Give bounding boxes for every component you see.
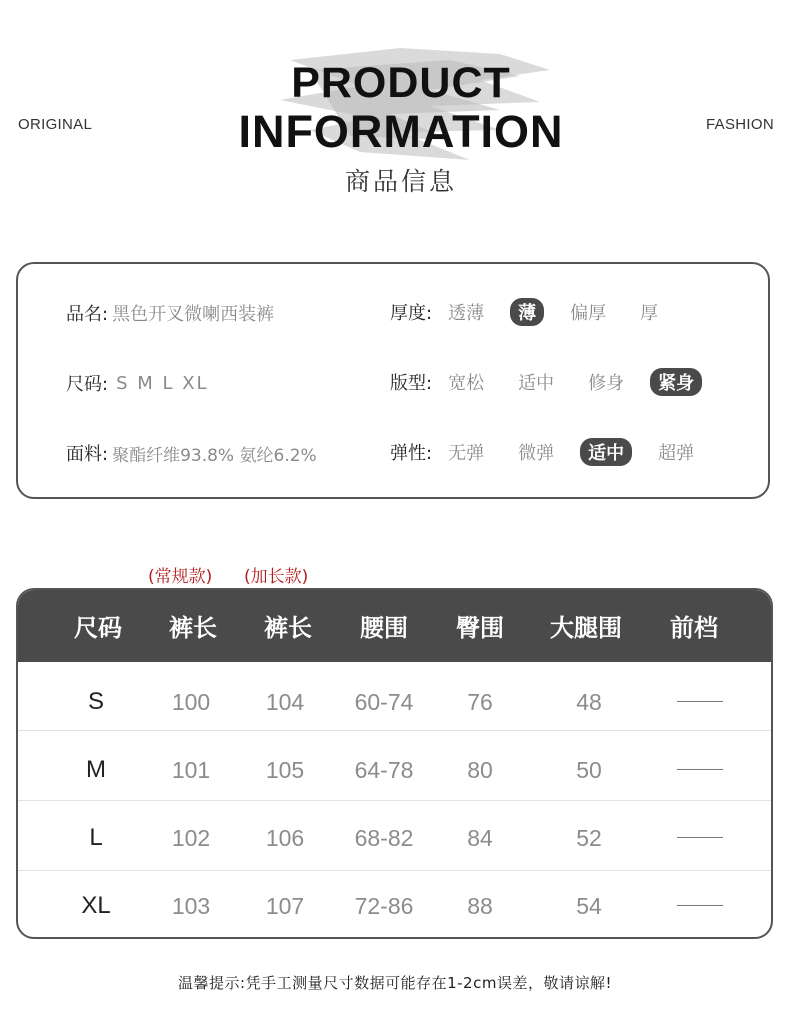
elasticity-option: 无弹 bbox=[448, 443, 485, 464]
size-cell: M bbox=[86, 756, 106, 783]
elasticity-option-selected: 适中 bbox=[580, 438, 632, 466]
waist-cell: 64-78 bbox=[354, 757, 414, 783]
size-cell: XL bbox=[81, 892, 111, 919]
length-regular-cell: 101 bbox=[171, 757, 211, 783]
product-name-row bbox=[66, 300, 274, 326]
size-value: S M L XL bbox=[116, 372, 209, 394]
hip-cell: 80 bbox=[467, 757, 493, 783]
fit-option: 修身 bbox=[588, 373, 625, 394]
header-hip: 臀围 bbox=[456, 614, 504, 642]
header-length-regular: 裤长 bbox=[169, 614, 217, 642]
thigh-cell: 52 bbox=[576, 825, 602, 851]
header-rise: 前档 bbox=[670, 614, 718, 642]
table-row bbox=[18, 804, 771, 872]
table-row bbox=[18, 668, 771, 736]
measurement-note: 温馨提示:凭手工测量尺寸数据可能存在1-2cm误差，敬请谅解! bbox=[178, 974, 612, 992]
size-cell: S bbox=[87, 688, 104, 715]
thickness-option: 偏厚 bbox=[570, 303, 607, 324]
rise-dash bbox=[677, 701, 723, 702]
waist-cell: 72-86 bbox=[354, 893, 414, 919]
thigh-cell: 50 bbox=[576, 757, 602, 783]
fit-row bbox=[390, 368, 720, 396]
elasticity-option: 微弹 bbox=[518, 443, 555, 464]
hip-cell: 84 bbox=[467, 825, 493, 851]
waist-cell: 60-74 bbox=[354, 689, 414, 715]
hip-cell: 88 bbox=[467, 893, 493, 919]
fit-option: 适中 bbox=[518, 373, 555, 394]
thickness-row bbox=[390, 298, 684, 326]
row-divider bbox=[18, 800, 771, 801]
page-subtitle: 商品信息 bbox=[344, 167, 457, 196]
size-label: 尺码: bbox=[66, 374, 109, 395]
elasticity-row bbox=[390, 438, 720, 466]
size-row bbox=[66, 370, 209, 396]
length-regular-cell: 100 bbox=[171, 689, 211, 715]
rise-dash bbox=[677, 905, 723, 906]
length-long-cell: 106 bbox=[265, 825, 305, 851]
header-size: 尺码 bbox=[74, 614, 122, 642]
length-regular-cell: 103 bbox=[171, 893, 211, 919]
length-regular-cell: 102 bbox=[171, 825, 211, 851]
elasticity-label: 弹性: bbox=[390, 443, 433, 464]
size-table bbox=[16, 588, 773, 939]
header-thigh: 大腿围 bbox=[550, 614, 622, 642]
size-table-header bbox=[18, 590, 771, 662]
length-long-cell: 107 bbox=[265, 893, 305, 919]
thickness-option: 透薄 bbox=[448, 303, 485, 324]
rise-dash bbox=[677, 769, 723, 770]
fabric-value: 聚酯纤维93.8% 氨纶6.2% bbox=[112, 445, 317, 466]
variant-regular-label: (常规款) bbox=[148, 567, 213, 587]
row-divider bbox=[18, 870, 771, 871]
product-name-label: 品名: bbox=[66, 304, 109, 325]
table-row bbox=[18, 872, 771, 939]
thickness-label: 厚度: bbox=[390, 303, 433, 324]
length-long-cell: 105 bbox=[265, 757, 305, 783]
fit-option: 宽松 bbox=[448, 373, 485, 394]
original-tag: ORIGINAL bbox=[18, 116, 93, 133]
table-row bbox=[18, 736, 771, 804]
fit-option-selected: 紧身 bbox=[650, 368, 702, 396]
variant-long-label: (加长款) bbox=[244, 567, 309, 587]
hip-cell: 76 bbox=[467, 689, 493, 715]
fashion-tag: FASHION bbox=[706, 116, 774, 133]
title-product: PRODUCT bbox=[291, 59, 511, 107]
header-length-long: 裤长 bbox=[264, 614, 312, 642]
rise-dash bbox=[677, 837, 723, 838]
fit-label: 版型: bbox=[390, 373, 433, 394]
title-information: INFORMATION bbox=[238, 106, 564, 157]
thigh-cell: 48 bbox=[576, 689, 602, 715]
length-long-cell: 104 bbox=[265, 689, 305, 715]
row-divider bbox=[18, 730, 771, 731]
product-name-value: 黑色开叉微喇西装裤 bbox=[112, 304, 275, 325]
thickness-option-selected: 薄 bbox=[510, 298, 544, 326]
fabric-label: 面料: bbox=[66, 444, 109, 465]
header-waist: 腰围 bbox=[360, 614, 408, 642]
elasticity-option: 超弹 bbox=[658, 443, 695, 464]
waist-cell: 68-82 bbox=[354, 825, 414, 851]
fabric-row bbox=[66, 440, 317, 466]
thickness-option: 厚 bbox=[640, 303, 659, 324]
size-cell: L bbox=[89, 824, 103, 851]
thigh-cell: 54 bbox=[576, 893, 602, 919]
